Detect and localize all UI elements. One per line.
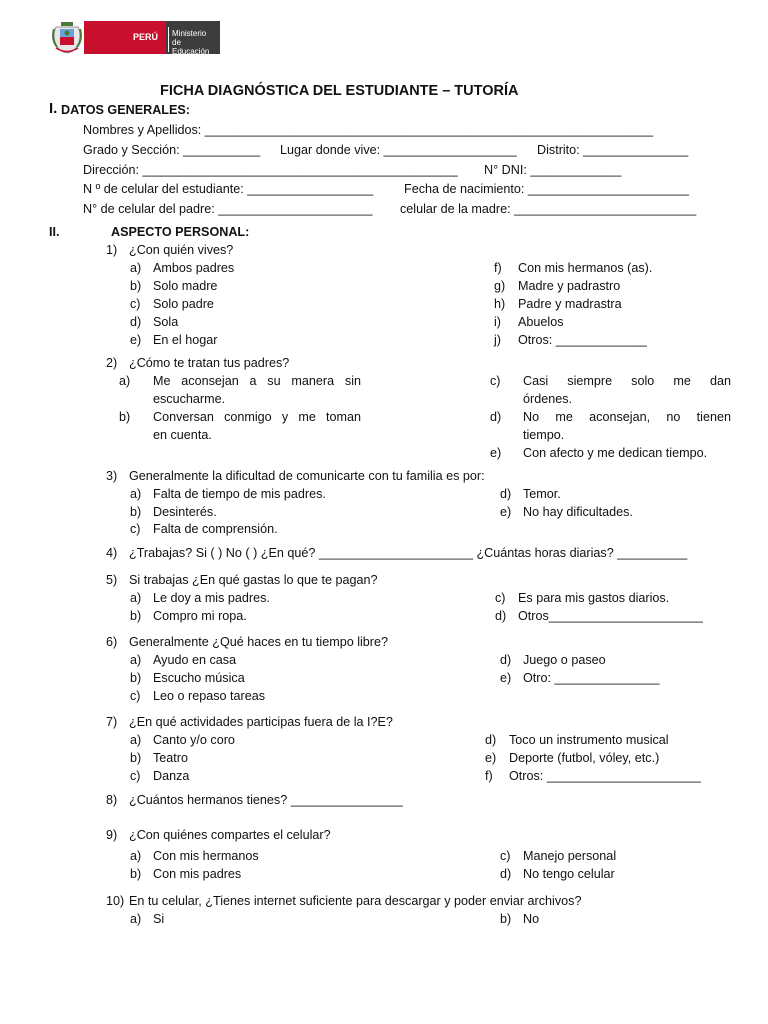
- q2-option-a-line1: Me aconsejan a su manera sin: [153, 374, 361, 388]
- q7-text: ¿En qué actividades participas fuera de la I?E?: [129, 715, 393, 729]
- field-dni: N° DNI: _____________: [484, 163, 622, 177]
- option-letter: e): [130, 333, 142, 347]
- option-letter: c): [495, 591, 506, 605]
- q3-option-c: Falta de comprensión.: [153, 522, 278, 536]
- q2-option-c-line1: Casi siempre solo me dan: [523, 374, 731, 388]
- field-celular-padre: N° de celular del padre: ______________________: [83, 202, 373, 216]
- q9-text: ¿Con quiénes compartes el celular?: [129, 828, 331, 842]
- option-letter: i): [494, 315, 501, 329]
- option-letter: e): [485, 751, 497, 765]
- q3-option-d: Temor.: [523, 487, 561, 501]
- q1-option-d: Sola: [153, 315, 179, 329]
- q1-option-b: Solo madre: [153, 279, 218, 293]
- section2-roman: II.: [49, 225, 60, 239]
- coat-of-arms-icon: [50, 19, 84, 56]
- section1-heading: DATOS GENERALES:: [61, 103, 190, 117]
- q1-option-h: Padre y madrastra: [518, 297, 622, 311]
- logo-country: PERÚ: [133, 32, 159, 42]
- q2-option-e: Con afecto y me dedican tiempo.: [523, 446, 708, 460]
- option-letter: d): [490, 410, 502, 424]
- q10-text: En tu celular, ¿Tienes internet suficiente para descargar y poder enviar archivos?: [129, 894, 582, 908]
- q10-option-b: No: [523, 912, 540, 926]
- q3-option-a: Falta de tiempo de mis padres.: [153, 487, 326, 501]
- q2-option-a-line2: escucharme.: [153, 392, 226, 406]
- field-fecha-nacimiento: Fecha de nacimiento: _______________________: [404, 182, 690, 196]
- option-letter: c): [130, 297, 141, 311]
- q1-option-g: Madre y padrastro: [518, 279, 621, 293]
- q6-option-d: Juego o paseo: [523, 653, 606, 667]
- minedu-logo: [50, 19, 220, 56]
- logo-ministry-line2: de Educación: [172, 38, 210, 56]
- option-letter: b): [130, 505, 142, 519]
- logo-ministry-line1: Ministerio: [172, 29, 207, 38]
- option-letter: h): [494, 297, 506, 311]
- q2-option-b-line1: Conversan conmigo y me toman: [153, 410, 361, 424]
- q5-option-a: Le doy a mis padres.: [153, 591, 270, 605]
- q8-text: ¿Cuántos hermanos tienes? ________________: [129, 793, 403, 807]
- q7-option-c: Danza: [153, 769, 190, 783]
- option-letter: j): [494, 333, 501, 347]
- q2-option-d-line2: tiempo.: [523, 428, 565, 442]
- option-letter: d): [500, 653, 512, 667]
- option-letter: b): [500, 912, 512, 926]
- q3-number: 3): [106, 469, 118, 483]
- q9-option-b: Con mis padres: [153, 867, 242, 881]
- field-celular-madre: celular de la madre: __________________________: [400, 202, 697, 216]
- option-letter: a): [130, 653, 142, 667]
- option-letter: a): [130, 733, 142, 747]
- option-letter: a): [130, 261, 142, 275]
- field-grado: Grado y Sección: ___________: [83, 143, 261, 157]
- option-letter: a): [130, 849, 142, 863]
- option-letter: c): [130, 689, 141, 703]
- q10-number: 10): [106, 894, 125, 908]
- q7-number: 7): [106, 715, 118, 729]
- q9-option-a: Con mis hermanos: [153, 849, 259, 863]
- option-letter: b): [130, 751, 142, 765]
- q6-option-a: Ayudo en casa: [153, 653, 237, 667]
- field-distrito: Distrito: _______________: [537, 143, 689, 157]
- option-letter: a): [130, 591, 142, 605]
- q1-option-i: Abuelos: [518, 315, 564, 329]
- q1-number: 1): [106, 243, 118, 257]
- field-lugar: Lugar donde vive: ___________________: [280, 143, 517, 157]
- option-letter: b): [130, 671, 142, 685]
- option-letter: g): [494, 279, 506, 293]
- q7-option-b: Teatro: [153, 751, 189, 765]
- option-letter: a): [130, 487, 142, 501]
- option-letter: c): [490, 374, 501, 388]
- option-letter: b): [130, 867, 142, 881]
- q1-option-c: Solo padre: [153, 297, 214, 311]
- q2-text: ¿Cómo te tratan tus padres?: [129, 356, 290, 370]
- q6-option-c: Leo o repaso tareas: [153, 689, 266, 703]
- q4-number: 4): [106, 546, 118, 560]
- option-letter: f): [485, 769, 493, 783]
- option-letter: c): [130, 522, 141, 536]
- q5-number: 5): [106, 573, 118, 587]
- option-letter: c): [130, 769, 141, 783]
- q2-option-c-line2: órdenes.: [523, 392, 573, 406]
- q1-text: ¿Con quién vives?: [129, 243, 234, 257]
- section2-heading: ASPECTO PERSONAL:: [111, 225, 250, 239]
- option-letter: e): [490, 446, 502, 460]
- q6-option-e: Otro: _______________: [523, 671, 660, 685]
- q4-text: ¿Trabajas? Si ( ) No ( ) ¿En qué? ______________________ ¿Cuántas horas diarias? __________: [129, 546, 688, 560]
- option-letter: e): [500, 671, 512, 685]
- q2-option-b-line2: en cuenta.: [153, 428, 212, 442]
- option-letter: b): [130, 609, 142, 623]
- option-letter: a): [119, 374, 131, 388]
- option-letter: d): [500, 867, 512, 881]
- option-letter: f): [494, 261, 502, 275]
- option-letter: b): [130, 279, 142, 293]
- q9-number: 9): [106, 828, 118, 842]
- q9-option-d: No tengo celular: [523, 867, 615, 881]
- option-letter: c): [500, 849, 511, 863]
- q7-option-a: Canto y/o coro: [153, 733, 235, 747]
- option-letter: d): [130, 315, 142, 329]
- option-letter: e): [500, 505, 512, 519]
- brand-red-block: [84, 21, 166, 54]
- option-letter: d): [500, 487, 512, 501]
- q5-option-b: Compro mi ropa.: [153, 609, 247, 623]
- field-direccion: Dirección: _____________________________________________: [83, 163, 458, 177]
- brand-grey-block: [166, 21, 220, 54]
- q6-number: 6): [106, 635, 118, 649]
- q1-option-j: Otros: _____________: [518, 333, 647, 347]
- document-title: FICHA DIAGNÓSTICA DEL ESTUDIANTE – TUTORÍA: [160, 83, 519, 99]
- q5-option-c: Es para mis gastos diarios.: [518, 591, 670, 605]
- q1-option-f: Con mis hermanos (as).: [518, 261, 653, 275]
- q1-option-a: Ambos padres: [153, 261, 235, 275]
- q2-number: 2): [106, 356, 118, 370]
- q6-text: Generalmente ¿Qué haces en tu tiempo libre?: [129, 635, 389, 649]
- q5-option-d: Otros______________________: [518, 609, 703, 623]
- q8-number: 8): [106, 793, 118, 807]
- option-letter: d): [485, 733, 497, 747]
- q7-option-f: Otros: ______________________: [509, 769, 701, 783]
- field-celular-estudiante: N º de celular del estudiante: __________________: [83, 182, 374, 196]
- q9-option-c: Manejo personal: [523, 849, 617, 863]
- q3-text: Generalmente la dificultad de comunicarte con tu familia es por:: [129, 469, 485, 483]
- option-letter: d): [495, 609, 507, 623]
- section1-roman: I.: [49, 100, 58, 117]
- q7-option-d: Toco un instrumento musical: [509, 733, 669, 747]
- q2-option-d-line1: No me aconsejan, no tienen: [523, 410, 731, 424]
- q3-option-b: Desinterés.: [153, 505, 217, 519]
- field-nombres: Nombres y Apellidos: ________________________________________________________________: [83, 123, 654, 137]
- q5-text: Si trabajas ¿En qué gastas lo que te pagan?: [129, 573, 378, 587]
- option-letter: a): [130, 912, 142, 926]
- q6-option-b: Escucho música: [153, 671, 245, 685]
- q7-option-e: Deporte (futbol, vóley, etc.): [509, 751, 660, 765]
- q1-option-e: En el hogar: [153, 333, 218, 347]
- option-letter: b): [119, 410, 131, 424]
- q10-option-a: Si: [153, 912, 165, 926]
- q3-option-e: No hay dificultades.: [523, 505, 633, 519]
